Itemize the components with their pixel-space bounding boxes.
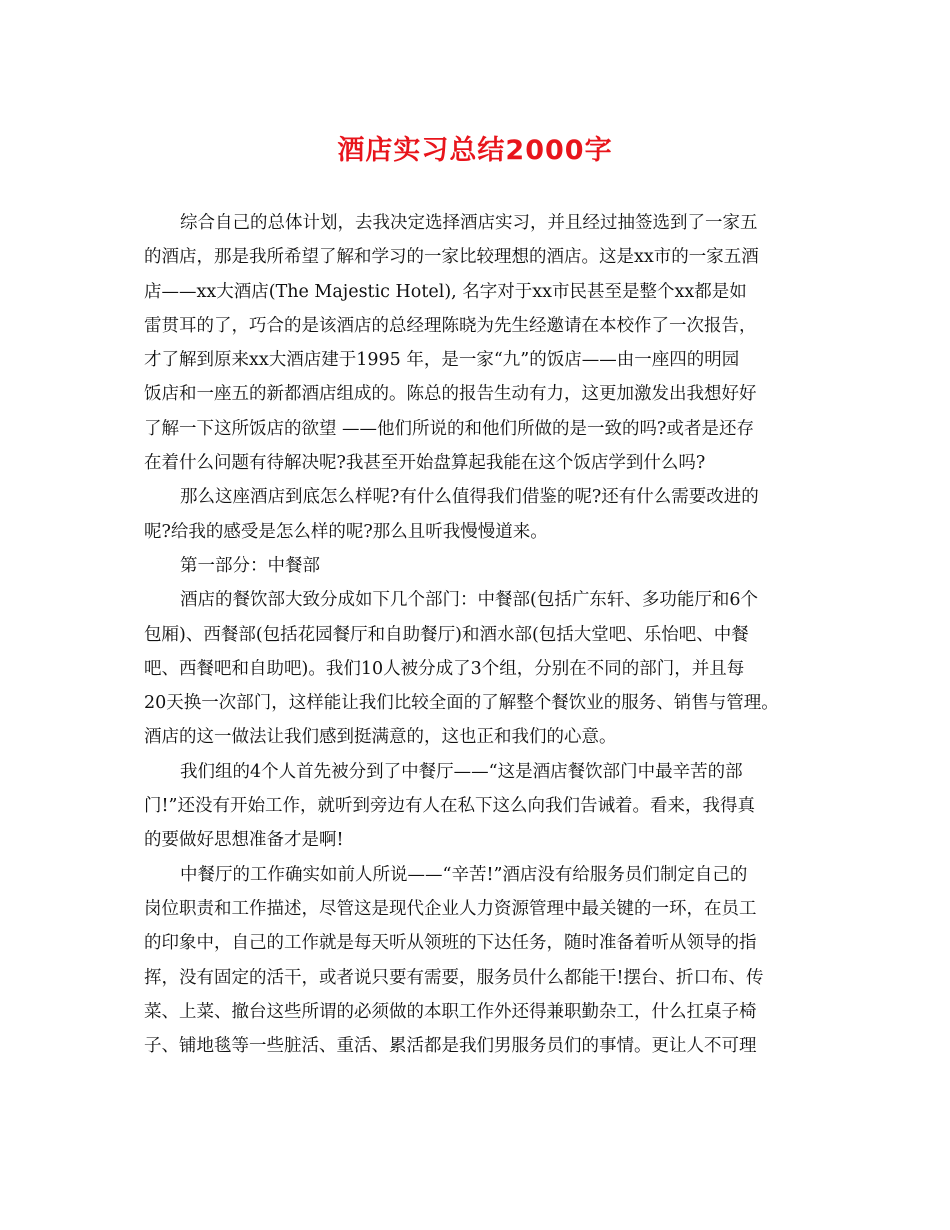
body-text-line: 在着什么问题有待解决呢?我甚至开始盘算起我能在这个饭店学到什么吗? xyxy=(144,453,706,474)
body-text-line: 综合自己的总体计划，去我决定选择酒店实习，并且经过抽签选到了一家五 xyxy=(180,213,758,233)
body-text-line: 雷贯耳的了，巧合的是该酒店的总经理陈晓为先生经邀请在本校作了一次报告， xyxy=(144,315,757,336)
body-text-line: 中餐厅的工作确实如前人所说——“辛苦!”酒店没有给服务员们制定自己的 xyxy=(180,864,748,885)
body-text-line: 了解一下这所饭店的欲望 ——他们所说的和他们所做的是一致的吗?或者是还存 xyxy=(144,418,754,439)
body-text-line: 包厢)、西餐部(包括花园餐厅和自助餐厅)和酒水部(包括大堂吧、乐怡吧、中餐 xyxy=(144,624,749,645)
body-text-line: 子、铺地毯等一些脏活、重活、累活都是我们男服务员们的事情。更让人不可理 xyxy=(144,1036,757,1057)
body-text-line: 的印象中，自己的工作就是每天听从领班的下达任务，随时准备着听从领导的指 xyxy=(144,933,757,954)
document-title: 酒店实习总结2000字 xyxy=(337,135,613,166)
body-text-line: 酒店的餐饮部大致分成如下几个部门：中餐部(包括广东轩、多功能厅和6个 xyxy=(180,590,758,611)
body-text-line: 挥，没有固定的活干，或者说只要有需要，服务员什么都能干!摆台、折口布、传 xyxy=(144,967,764,988)
body-text-line: 第一部分：中餐部 xyxy=(180,555,320,576)
body-text-line: 菜、上菜、撤台这些所谓的必须做的本职工作外还得兼职勤杂工，什么扛桌子椅 xyxy=(144,1001,757,1022)
body-text-line: 岗位职责和工作描述，尽管这是现代企业人力资源管理中最关键的一环，在员工 xyxy=(144,898,757,919)
body-text-line: 20天换一次部门，这样能让我们比较全面的了解整个餐饮业的服务、销售与管理。 xyxy=(144,693,779,714)
body-text-line: 饭店和一座五的新都酒店组成的。陈总的报告生动有力，这更加激发出我想好好 xyxy=(144,384,757,405)
body-text-line: 店——xx大酒店(The Majestic Hotel), 名字对于xx市民甚至是整个xx都是如 xyxy=(144,281,747,302)
body-text-line: 那么这座酒店到底怎么样呢?有什么值得我们借鉴的呢?还有什么需要改进的 xyxy=(180,487,759,508)
body-text-line: 呢?给我的感受是怎么样的呢?那么且听我慢慢道来。 xyxy=(144,521,548,542)
body-text-line: 酒店的这一做法让我们感到挺满意的，这也正和我们的心意。 xyxy=(144,727,617,748)
body-text-line: 的要做好思想准备才是啊! xyxy=(144,830,344,851)
body-text-line: 门!”还没有开始工作，就听到旁边有人在私下这么向我们告诫着。看来，我得真 xyxy=(144,796,755,817)
body-text-line: 我们组的4个人首先被分到了中餐厅——“这是酒店餐饮部门中最辛苦的部 xyxy=(180,761,743,782)
body-text-line: 才了解到原来xx大酒店建于1995 年，是一家“九”的饭店——由一座四的明园 xyxy=(144,350,740,371)
body-text-line: 吧、西餐吧和自助吧)。我们10人被分成了3个组，分别在不同的部门，并且每 xyxy=(144,658,745,679)
body-text-line: 的酒店，那是我所希望了解和学习的一家比较理想的酒店。这是xx市的一家五酒 xyxy=(144,247,759,268)
document-body xyxy=(144,206,810,1063)
